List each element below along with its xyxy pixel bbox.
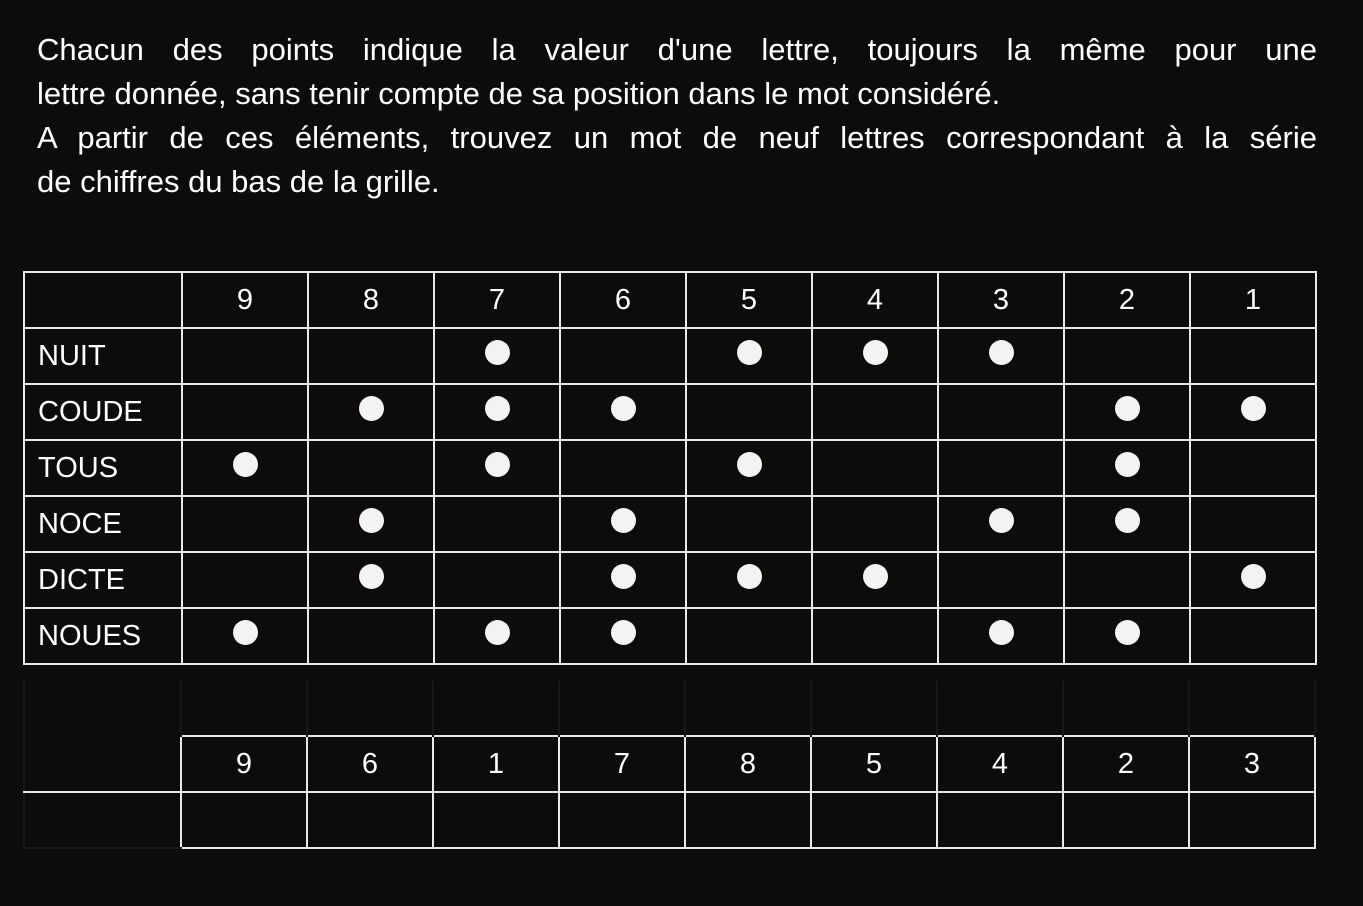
answer-letter-box[interactable]	[685, 792, 811, 848]
dot-marker	[485, 340, 510, 365]
grid-cell	[1190, 440, 1316, 496]
answer-letter-box[interactable]	[937, 792, 1063, 848]
gap-cell	[1063, 681, 1189, 736]
code-number: 4	[937, 736, 1063, 792]
gap-cell	[1189, 681, 1315, 736]
grid-cell	[1190, 384, 1316, 440]
grid-cell	[686, 552, 812, 608]
dot-marker	[989, 620, 1014, 645]
grid-cell	[686, 496, 812, 552]
column-header: 8	[308, 272, 434, 328]
grid-cell	[308, 384, 434, 440]
word-label: NOUES	[24, 608, 182, 664]
grid-cell	[1064, 328, 1190, 384]
grid-cell	[434, 552, 560, 608]
grid-cell	[308, 552, 434, 608]
grid-cell	[686, 384, 812, 440]
grid-cell	[560, 328, 686, 384]
grid-cell	[560, 496, 686, 552]
word-label: COUDE	[24, 384, 182, 440]
dot-marker	[863, 340, 888, 365]
code-number: 9	[181, 736, 307, 792]
column-header: 5	[686, 272, 812, 328]
grid-cell	[434, 384, 560, 440]
grid-cell	[560, 440, 686, 496]
grid-cell	[686, 440, 812, 496]
grid-cell	[812, 440, 938, 496]
grid-cell	[182, 440, 308, 496]
column-header: 4	[812, 272, 938, 328]
dot-marker	[1115, 508, 1140, 533]
code-number: 3	[1189, 736, 1315, 792]
grid-cell	[1064, 608, 1190, 664]
grid-cell	[812, 496, 938, 552]
column-header: 6	[560, 272, 686, 328]
grid-cell	[1190, 328, 1316, 384]
dot-marker	[1241, 396, 1266, 421]
word-label: NOCE	[24, 496, 182, 552]
code-row	[24, 736, 1315, 792]
grid-cell	[938, 608, 1064, 664]
grid-cell	[308, 496, 434, 552]
answer-left-blank	[24, 792, 181, 848]
dot-marker	[1115, 620, 1140, 645]
grid-cell	[1064, 552, 1190, 608]
answer-letter-box[interactable]	[559, 792, 685, 848]
grid-cell	[182, 384, 308, 440]
grid-cell	[182, 496, 308, 552]
grid-cell	[182, 608, 308, 664]
letter-row	[24, 792, 1315, 848]
word-row	[24, 552, 1316, 608]
code-number: 1	[433, 736, 559, 792]
instructions	[37, 28, 1317, 204]
gap-cell	[685, 681, 811, 736]
grid-cell	[560, 552, 686, 608]
grid-cell	[686, 328, 812, 384]
gap-cell	[811, 681, 937, 736]
answer-grid	[23, 681, 1316, 849]
grid-cell	[1064, 440, 1190, 496]
answer-left-blank	[24, 681, 181, 736]
dot-marker	[485, 396, 510, 421]
grid-cell	[938, 328, 1064, 384]
grid-cell	[308, 328, 434, 384]
code-number: 8	[685, 736, 811, 792]
column-header: 9	[182, 272, 308, 328]
answer-letter-box[interactable]	[1189, 792, 1315, 848]
dot-marker	[359, 396, 384, 421]
column-header: 7	[434, 272, 560, 328]
column-header: 1	[1190, 272, 1316, 328]
word-row	[24, 384, 1316, 440]
word-label: NUIT	[24, 328, 182, 384]
dot-marker	[611, 508, 636, 533]
gap-cell	[937, 681, 1063, 736]
grid-cell	[182, 328, 308, 384]
header-row	[24, 272, 1316, 328]
dot-marker	[233, 452, 258, 477]
dot-marker	[989, 508, 1014, 533]
answer-letter-box[interactable]	[1063, 792, 1189, 848]
instruction-line-4: de chiffres du bas de la grille.	[37, 164, 440, 199]
grid-cell	[812, 384, 938, 440]
grid-cell	[1190, 496, 1316, 552]
grid-cell	[560, 608, 686, 664]
column-header: 3	[938, 272, 1064, 328]
code-number: 6	[307, 736, 433, 792]
instruction-line-3: A partir de ces éléments, trouvez un mot de neuf lettres correspondant à la série	[37, 120, 1317, 155]
grid-cell	[434, 608, 560, 664]
dot-marker	[359, 508, 384, 533]
grid-cell	[308, 440, 434, 496]
grid-cell	[434, 496, 560, 552]
gap-cell	[433, 681, 559, 736]
answer-letter-box[interactable]	[811, 792, 937, 848]
grid-cell	[308, 608, 434, 664]
word-row	[24, 328, 1316, 384]
dot-marker	[989, 340, 1014, 365]
code-number: 7	[559, 736, 685, 792]
grid-cell	[182, 552, 308, 608]
grid-cell	[812, 552, 938, 608]
answer-left-blank	[24, 736, 181, 792]
word-row	[24, 496, 1316, 552]
dot-marker	[359, 564, 384, 589]
grid-cell	[1190, 608, 1316, 664]
answer-letter-box[interactable]	[181, 792, 307, 848]
grid-cell	[812, 608, 938, 664]
dot-marker	[1115, 452, 1140, 477]
grid-cell	[560, 384, 686, 440]
grid-cell	[686, 608, 812, 664]
instruction-line-1: Chacun des points indique la valeur d'une lettre, toujours la même pour une	[37, 32, 1317, 67]
gap-cell	[307, 681, 433, 736]
dot-marker	[1241, 564, 1266, 589]
word-label: DICTE	[24, 552, 182, 608]
grid-cell	[434, 440, 560, 496]
grid-cell	[1064, 384, 1190, 440]
answer-letter-box[interactable]	[433, 792, 559, 848]
dot-marker	[485, 620, 510, 645]
grid-cell	[434, 328, 560, 384]
grid-cell	[938, 552, 1064, 608]
grid-cell	[1064, 496, 1190, 552]
dot-marker	[737, 452, 762, 477]
dot-marker	[863, 564, 888, 589]
dot-marker	[1115, 396, 1140, 421]
dot-marker	[485, 452, 510, 477]
grid-cell	[938, 440, 1064, 496]
grid-cell	[1190, 552, 1316, 608]
dot-marker	[737, 340, 762, 365]
grid-cell	[938, 496, 1064, 552]
gap-cell	[559, 681, 685, 736]
instruction-line-2: lettre donnée, sans tenir compte de sa position dans le mot considéré.	[37, 76, 1001, 111]
gap-row	[24, 681, 1315, 736]
dot-marker	[233, 620, 258, 645]
grid-cell	[812, 328, 938, 384]
dot-marker	[611, 564, 636, 589]
code-number: 2	[1063, 736, 1189, 792]
dot-marker	[737, 564, 762, 589]
word-label: TOUS	[24, 440, 182, 496]
dot-marker	[611, 620, 636, 645]
word-row	[24, 608, 1316, 664]
code-number: 5	[811, 736, 937, 792]
answer-letter-box[interactable]	[307, 792, 433, 848]
grid-cell	[938, 384, 1064, 440]
dot-marker	[611, 396, 636, 421]
word-row	[24, 440, 1316, 496]
corner-cell	[24, 272, 182, 328]
gap-cell	[181, 681, 307, 736]
column-header: 2	[1064, 272, 1190, 328]
puzzle-grid	[23, 271, 1317, 665]
